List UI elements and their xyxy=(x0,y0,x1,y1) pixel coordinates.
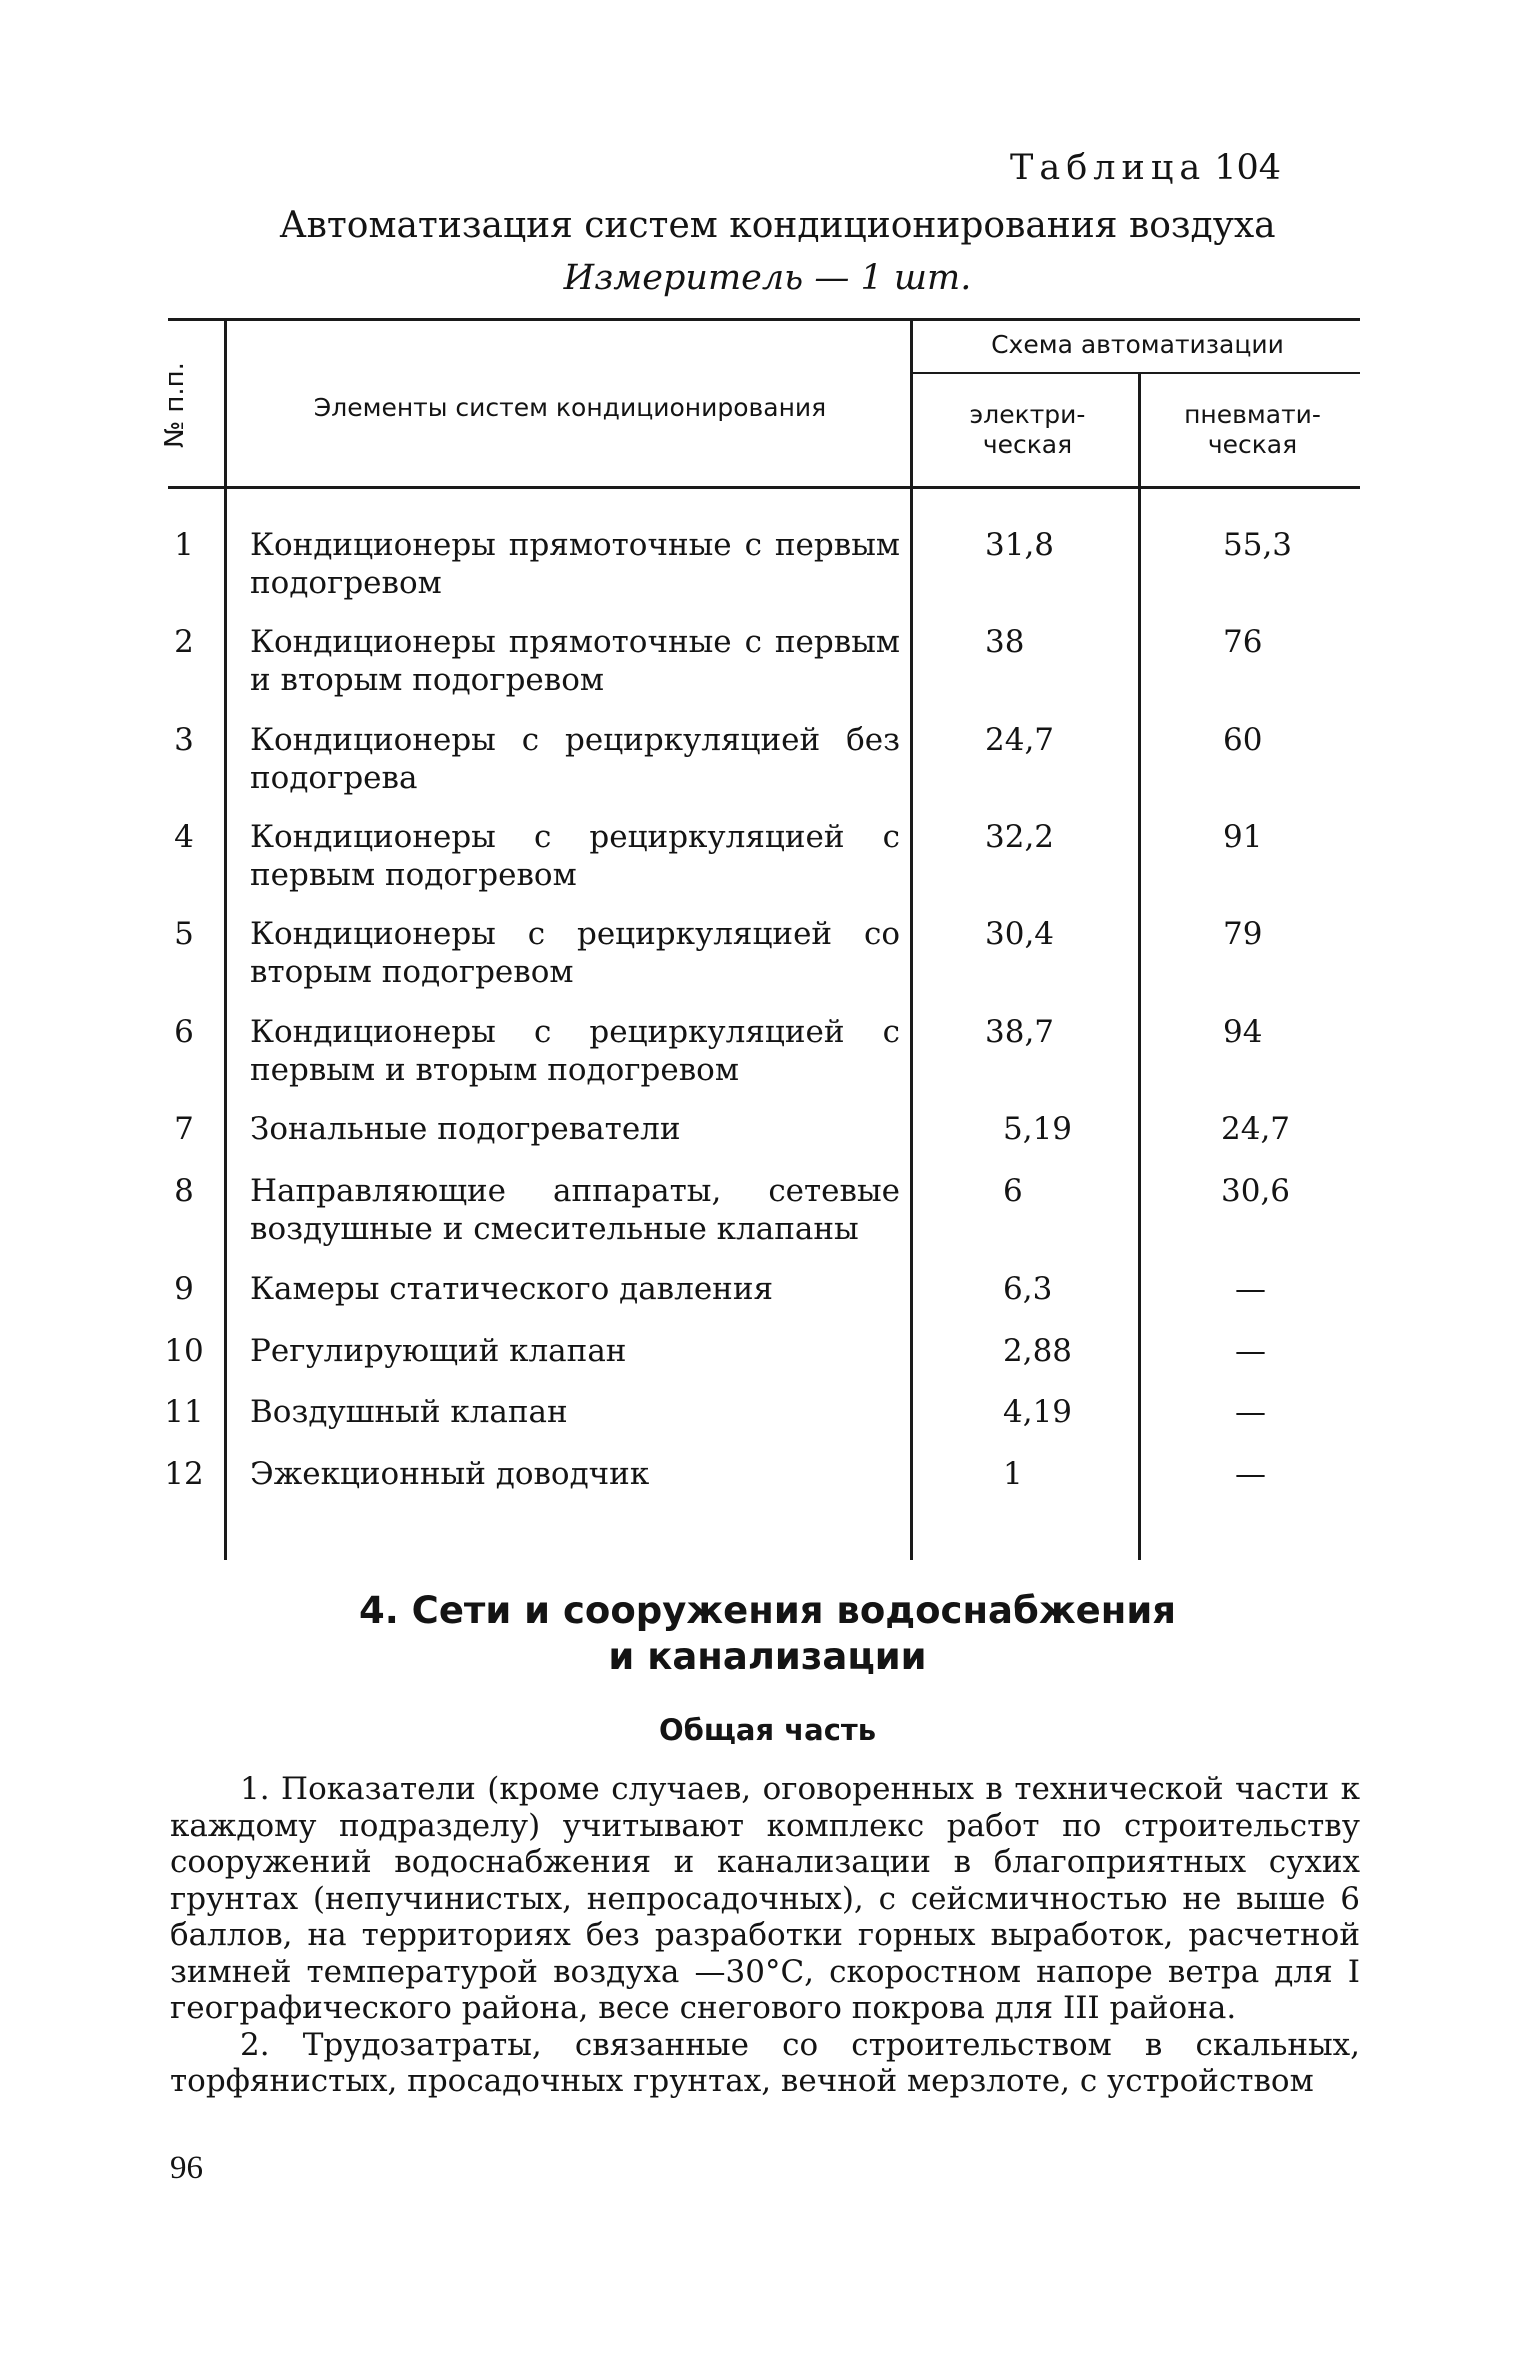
header-bottom-rule xyxy=(168,486,1360,489)
table-unit: Измеритель — 1 шт. xyxy=(563,258,972,298)
table-title-text: Автоматизация систем кондиционирования воздуха xyxy=(279,205,1276,246)
row-element: Камеры статического давления xyxy=(250,1271,774,1307)
row-electric: 38 xyxy=(985,624,1025,660)
table-label-word: Таблица xyxy=(1010,148,1207,188)
row-electric: 6,3 xyxy=(1003,1271,1053,1307)
row-pneumatic: 30,6 xyxy=(1221,1173,1291,1209)
body-text xyxy=(170,1771,1360,2100)
scheme-header-rule xyxy=(912,372,1360,374)
row-pneumatic: 76 xyxy=(1223,624,1263,660)
row-number: 1 xyxy=(174,527,194,563)
table-number: 104 xyxy=(1214,148,1282,188)
row-pneumatic: — xyxy=(1235,1456,1266,1492)
row-number: 10 xyxy=(164,1333,204,1369)
row-electric: 1 xyxy=(1003,1456,1023,1492)
row-number: 3 xyxy=(174,722,194,758)
row-electric: 30,4 xyxy=(985,916,1055,952)
row-pneumatic: 91 xyxy=(1223,819,1263,855)
row-electric: 38,7 xyxy=(985,1014,1055,1050)
row-electric: 5,19 xyxy=(1003,1111,1073,1147)
row-number: 5 xyxy=(174,916,194,952)
row-number: 7 xyxy=(174,1111,194,1147)
section-subtitle: Общая часть xyxy=(658,1713,877,1747)
paragraph: 2. Трудозатраты, связанные со строительством в скальных, торфянистых, просадочных грунтах, вечной мерзлоте, с устройством xyxy=(170,2026,1360,2099)
row-number: 4 xyxy=(174,819,194,855)
section-title: 4. Сети и сооружения водоснабжения и канализации xyxy=(359,1589,1176,1678)
table-title xyxy=(0,205,1535,246)
row-pneumatic: — xyxy=(1235,1394,1266,1430)
row-element: Регулирующий клапан xyxy=(250,1333,627,1369)
header-elements: Элементы систем кондиционирования xyxy=(313,393,827,422)
row-pneumatic: 60 xyxy=(1223,722,1263,758)
row-electric: 24,7 xyxy=(985,722,1055,758)
header-electric: электри- ческая xyxy=(969,400,1086,459)
row-element: Эжекционный доводчик xyxy=(250,1456,650,1492)
row-element: Кондиционеры прямоточные с первым и вторым подогревом xyxy=(250,624,900,698)
header-pneumatic: пневмати- ческая xyxy=(1184,400,1321,459)
row-element: Кондиционеры с рециркуляцией с первым подогревом xyxy=(250,819,900,893)
row-pneumatic: 55,3 xyxy=(1223,527,1293,563)
column-divider-num xyxy=(224,318,227,1560)
row-element: Кондиционеры с рециркуляцией со вторым подогревом xyxy=(250,916,900,990)
page-number: 96 xyxy=(170,2150,203,2186)
row-pneumatic: 24,7 xyxy=(1221,1111,1291,1147)
row-element: Зональные подогреватели xyxy=(250,1111,681,1147)
row-pneumatic: — xyxy=(1235,1333,1266,1369)
column-divider-elements xyxy=(910,318,913,1560)
row-element: Кондиционеры прямоточные с первым подогревом xyxy=(250,527,900,601)
row-element: Кондиционеры с рециркуляцией без подогрева xyxy=(250,722,900,796)
row-element: Воздушный клапан xyxy=(250,1394,568,1430)
row-number: 2 xyxy=(174,624,194,660)
row-element: Направляющие аппараты, сетевые воздушные и смесительные клапаны xyxy=(250,1173,900,1247)
row-number: 8 xyxy=(174,1173,194,1209)
row-pneumatic: — xyxy=(1235,1271,1266,1307)
row-number: 6 xyxy=(174,1014,194,1050)
row-electric: 4,19 xyxy=(1003,1394,1073,1430)
row-pneumatic: 79 xyxy=(1223,916,1263,952)
row-pneumatic: 94 xyxy=(1223,1014,1263,1050)
row-number: 12 xyxy=(164,1456,204,1492)
row-electric: 32,2 xyxy=(985,819,1055,855)
header-row-number: № п.п. xyxy=(160,362,190,448)
table-label xyxy=(1010,148,1281,188)
header-scheme: Схема автоматизации xyxy=(991,330,1284,359)
row-electric: 31,8 xyxy=(985,527,1055,563)
table-top-rule xyxy=(168,318,1360,321)
row-element: Кондиционеры с рециркуляцией с первым и вторым подогревом xyxy=(250,1014,900,1088)
row-number: 11 xyxy=(164,1394,204,1430)
row-number: 9 xyxy=(174,1271,194,1307)
paragraph: 1. Показатели (кроме случаев, оговоренных в технической части к каждому подразделу) учитывают комплекс работ по строительству сооружений водоснабжения и канализации в благоприятных сухих грунтах (непучинистых, непросадочных), с сейсмичностью не выше 6 баллов, на территориях без разработки горных выработок, расчетной зимней температурой воздуха —30°С, скоростном напоре ветра для I географического района, весе снегового покрова для III района. xyxy=(170,1771,1360,2026)
row-electric: 6 xyxy=(1003,1173,1023,1209)
column-divider-scheme xyxy=(1138,372,1141,1560)
row-electric: 2,88 xyxy=(1003,1333,1073,1369)
